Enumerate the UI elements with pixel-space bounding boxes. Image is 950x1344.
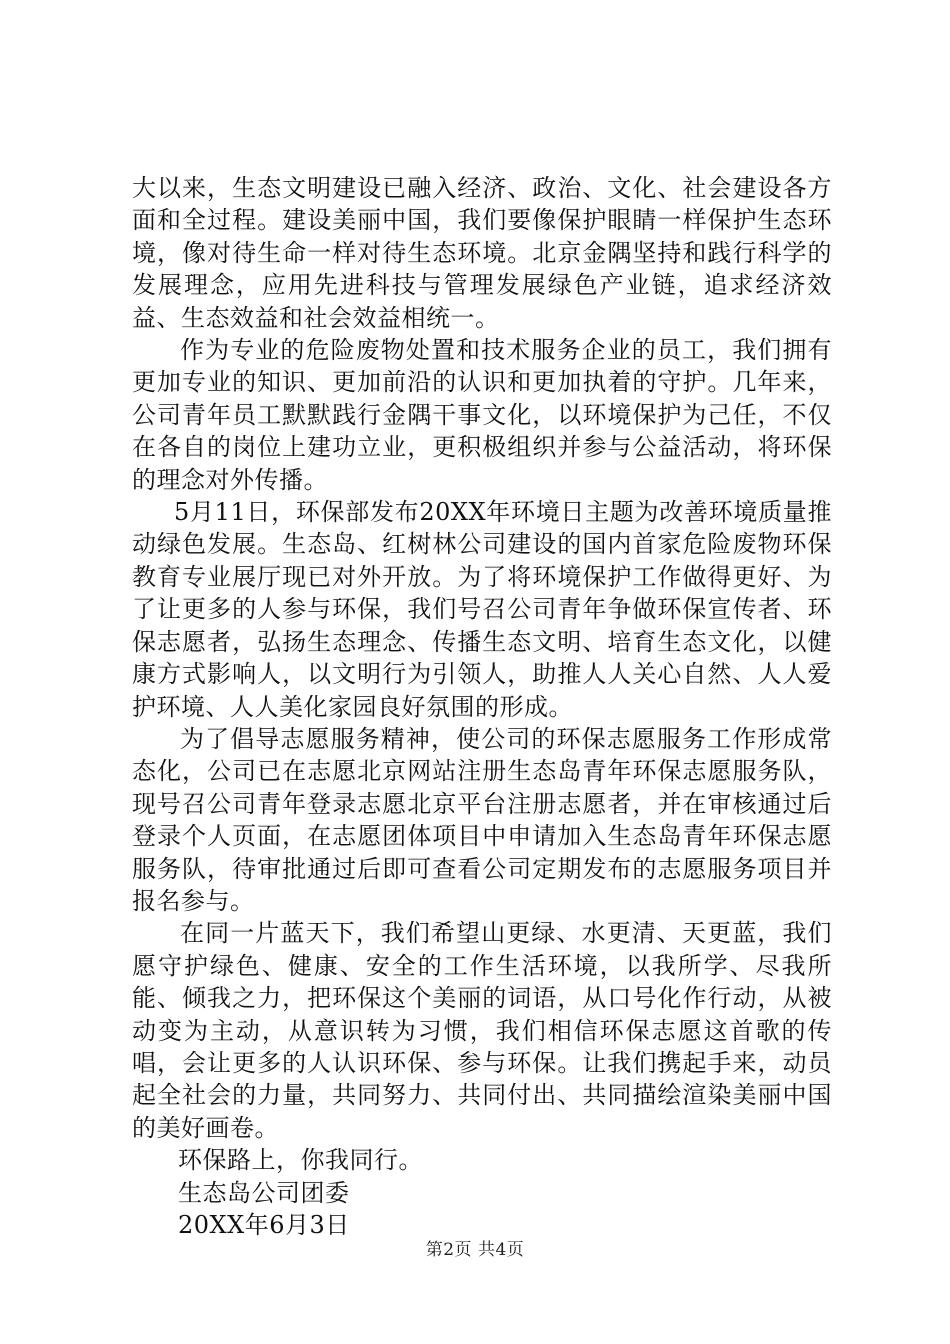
paragraph-5: 在同一片蓝天下，我们希望山更绿、水更清、天更蓝，我们愿守护绿色、健康、安全的工作生活环境，以我所学、尽我所能、倾我之力，把环保这个美丽的词语，从口号化作行动，从被动变为主动，从意识转为习惯，我们相信环保志愿这首歌的传唱，会让更多的人认识环保、参与环保。让我们携起手来，动员起全社会的力量，共同努力、共同付出、共同描绘渲染美丽中国的美好画卷。 <box>132 919 832 1142</box>
signature-line: 生态岛公司团委 <box>178 1178 350 1207</box>
page-footer: 第2页 共4页 <box>425 1240 525 1260</box>
date-line: 20XX年6月3日 <box>178 1211 350 1239</box>
paragraph-3: 5月11日，环保部发布20XX年环境日主题为改善环境质量推动绿色发展。生态岛、红树林公司建设的国内首家危险废物环保教育专业展厅现已对外开放。为了将环境保护工作做得更好、为了让更多的人参与环保，我们号召公司青年争做环保宣传者、环保志愿者，弘扬生态理念、传播生态文明、培育生态文化，以健康方式影响人，以文明行为引领人，助推人人关心自然、人人爱护环境、人人美化家园良好氛围的形成。 <box>132 498 832 721</box>
paragraph-1: 大以来，生态文明建设已融入经济、政治、文化、社会建设各方面和全过程。建设美丽中国，我们要像保护眼睛一样保护生态环境，像对待生命一样对待生态环境。北京金隅坚持和践行科学的发展理念，应用先进科技与管理发展绿色产业链，追求经济效益、生态效益和社会效益相统一。 <box>132 174 832 332</box>
paragraph-4: 为了倡导志愿服务精神，使公司的环保志愿服务工作形成常态化，公司已在志愿北京网站注册生态岛青年环保志愿服务队，现号召公司青年登录志愿北京平台注册志愿者，并在审核通过后登录个人页面，在志愿团体项目中申请加入生态岛青年环保志愿服务队，待审批通过后即可查看公司定期发布的志愿服务项目并报名参与。 <box>132 724 832 915</box>
closing-line: 环保路上，你我同行。 <box>178 1146 423 1175</box>
document-body <box>132 172 832 1241</box>
paragraph-2: 作为专业的危险废物处置和技术服务企业的员工，我们拥有更加专业的知识、更加前沿的认识和更加执着的守护。几年来，公司青年员工默默践行金隅干事文化，以环境保护为己任，不仅在各自的岗位上建功立业，更积极组织并参与公益活动，将环保的理念对外传播。 <box>132 336 832 494</box>
